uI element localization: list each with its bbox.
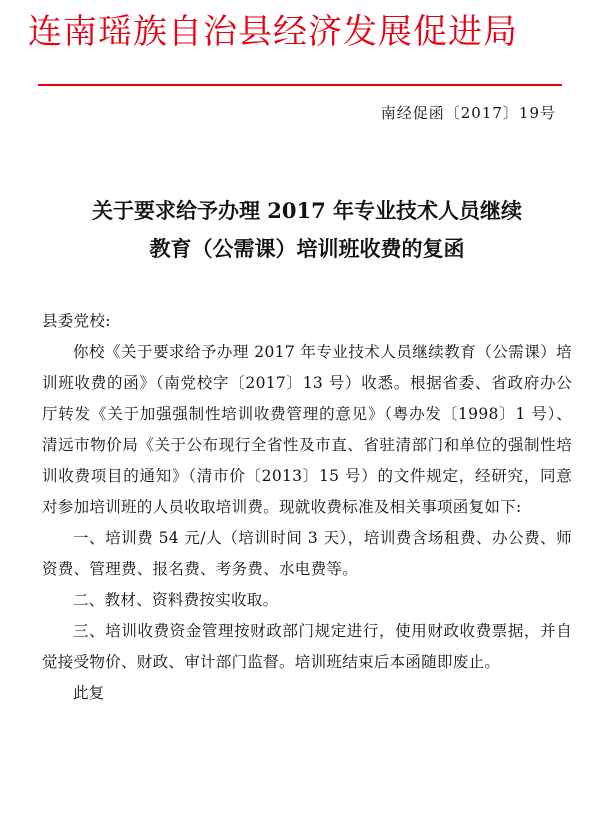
document-title-line-2: 教育（公需课）培训班收费的复函 — [149, 236, 465, 261]
body-paragraph-2: 一、培训费 54 元/人（培训时间 3 天），培训费含场租费、办公费、师资费、管理费、报名费、考务费、水电费等。 — [42, 529, 572, 578]
body-paragraph-4: 三、培训收费资金管理按财政部门规定进行，使用财政收费票据，并自觉接受物价、财政、审计部门监督。培训班结束后本函随即废止。 — [42, 622, 572, 671]
salutation: 县委党校: — [42, 312, 111, 330]
document-body — [42, 306, 572, 709]
document-number: 南经促函〔2017〕19号 — [380, 104, 556, 122]
header-red-rule — [38, 84, 562, 86]
document-title — [40, 192, 574, 268]
closing-remark: 此复 — [73, 684, 105, 702]
body-paragraph-3: 二、教材、资料费按实收取。 — [73, 591, 279, 609]
body-paragraph-1: 你校《关于要求给予办理 2017 年专业技术人员继续教育（公需课）培训班收费的函》（南党校字〔2017〕13 号）收悉。根据省委、省政府办公厅转发《关于加强强制性培训收费管理的意见》（粤办发〔1998〕1 号）、清远市物价局《关于公布现行全省性及市直、省驻清部门和单位的强制性培训收费项目的通知》（清市价〔2013〕15 号）的文件规定，经研究，同意对参加培训班的人员收取培训费。现就收费标准及相关事项函复如下: — [42, 343, 572, 516]
agency-header-title: 连南瑶族自治县经济发展促进局 — [28, 12, 518, 52]
document-title-line-1: 关于要求给予办理 2017 年专业技术人员继续 — [91, 198, 523, 223]
